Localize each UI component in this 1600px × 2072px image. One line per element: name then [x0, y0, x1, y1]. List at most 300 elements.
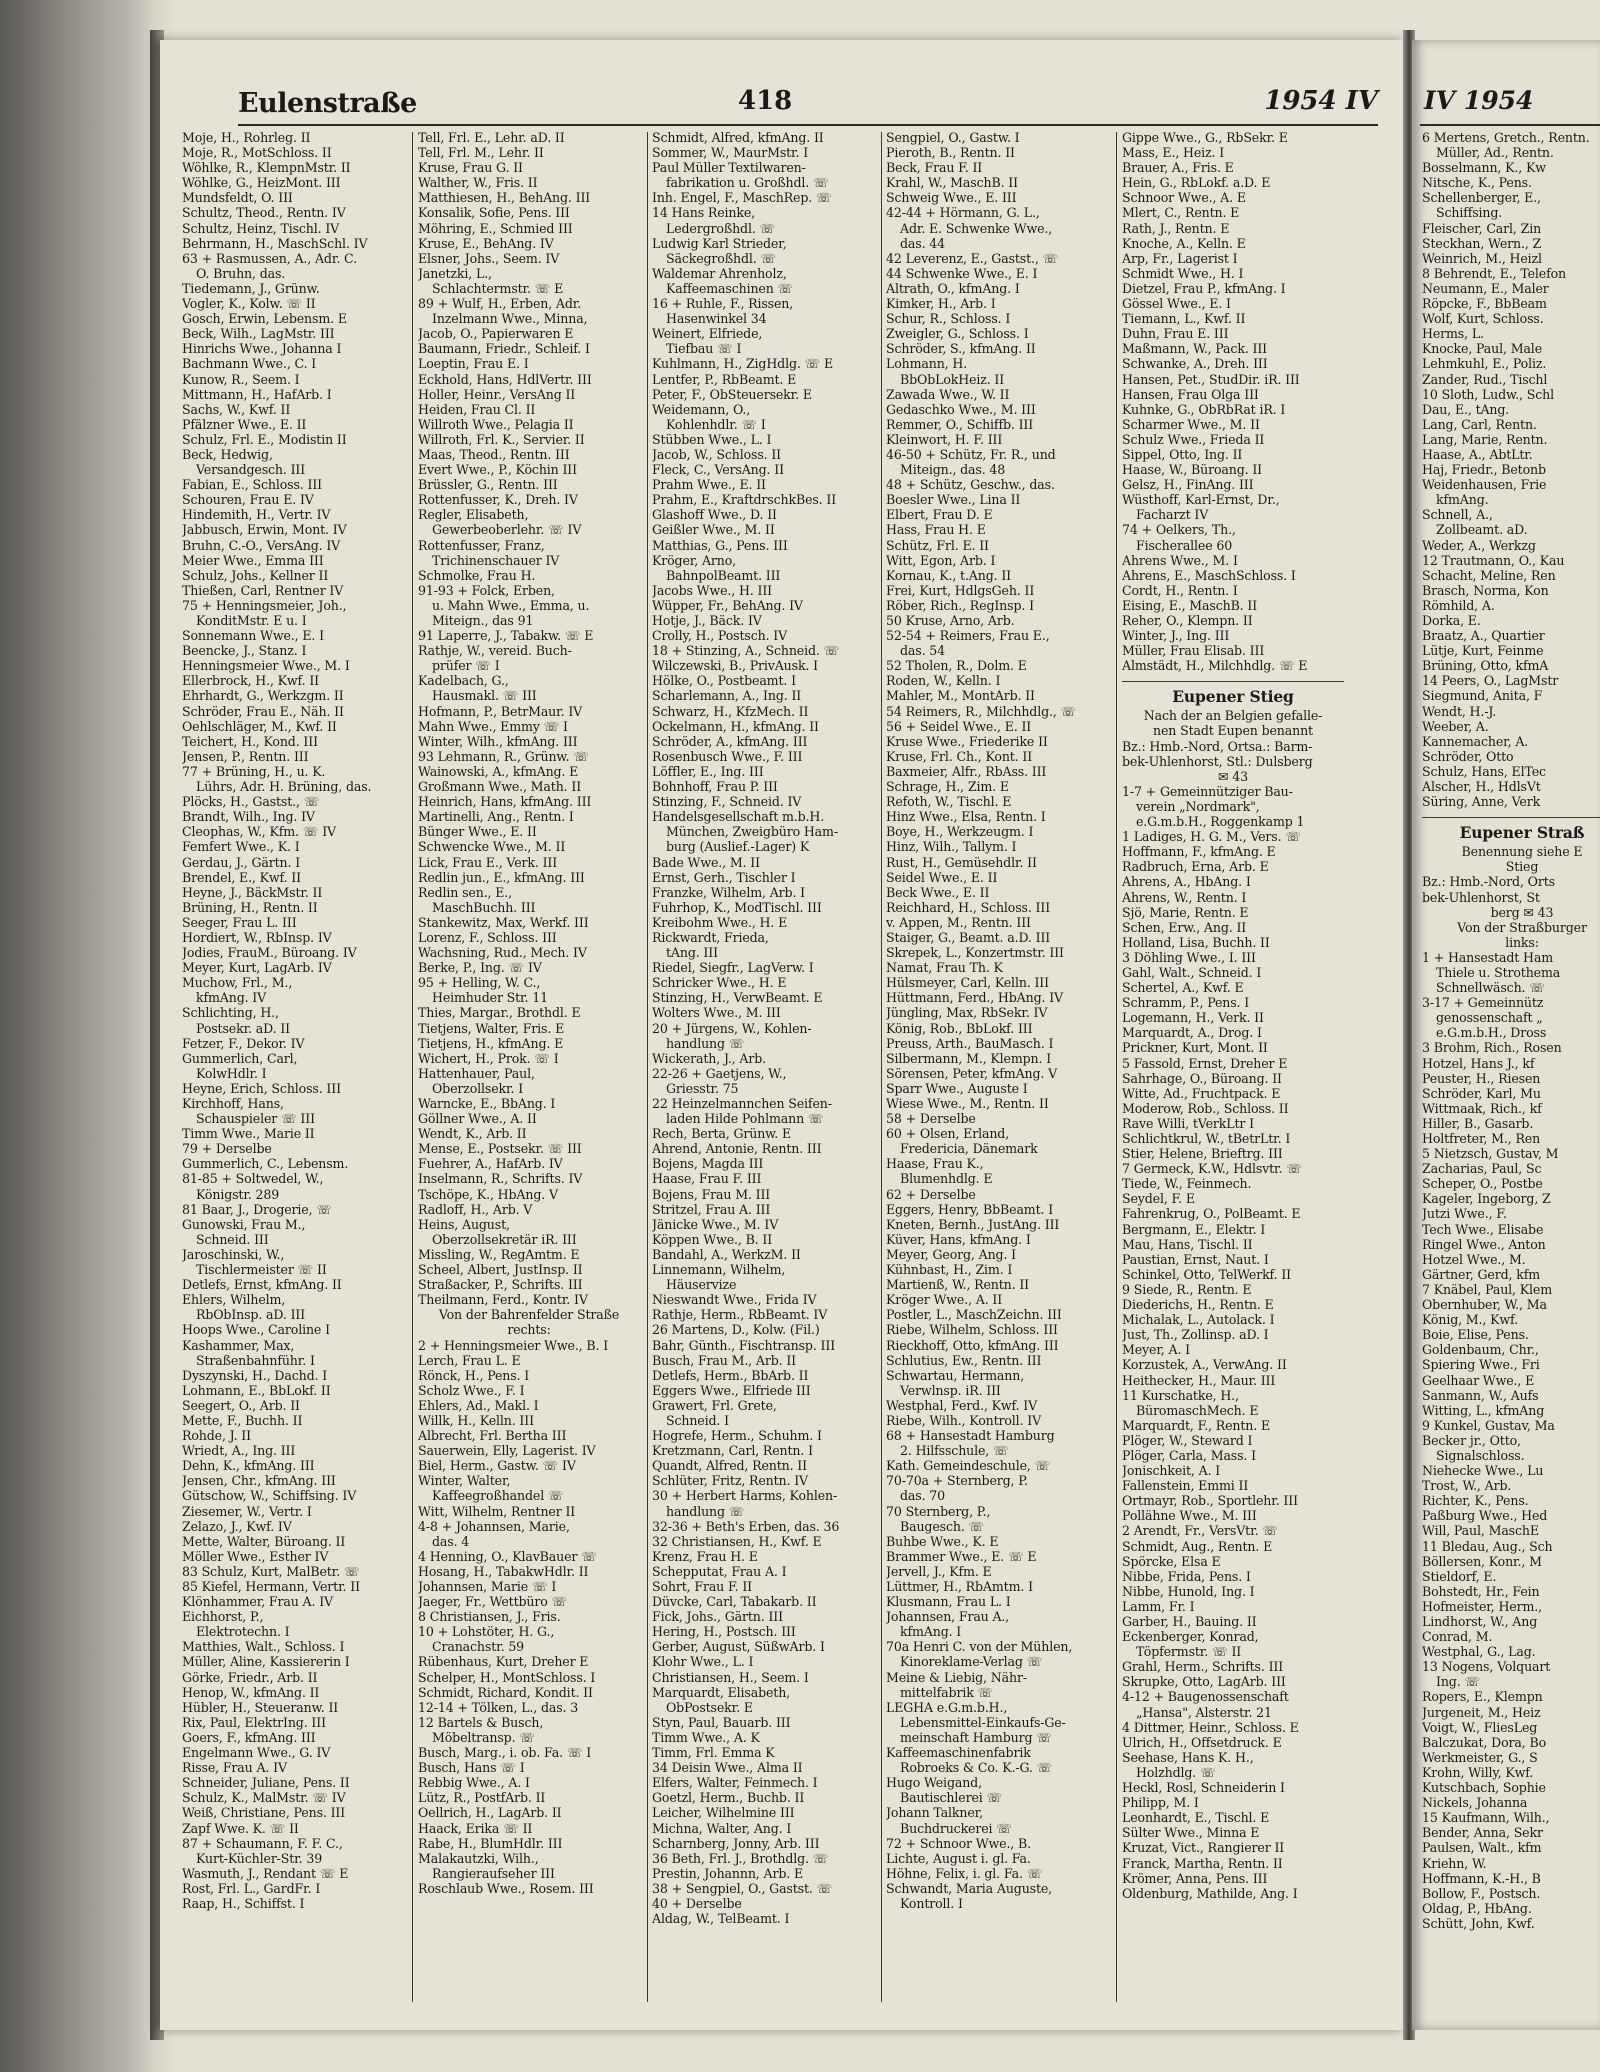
directory-entry: Stinzing, F., Schneid. IV [652, 794, 802, 810]
directory-entry: Busch, Hans ☏ I [418, 1760, 525, 1776]
directory-entry: Beck Wwe., E. II [886, 884, 990, 900]
directory-entry: Ringel Wwe., Anton [1422, 1236, 1546, 1252]
directory-entry: Loeptin, Frau E. I [418, 356, 529, 372]
directory-entry: Tietjens, Walter, Fris. E [418, 1020, 565, 1036]
directory-entry-continuation: Rangieraufseher III [432, 1865, 555, 1881]
directory-entry: 93 Lehmann, R., Grünw. ☏ [418, 748, 589, 764]
directory-entry: Bruhn, C.-O., VersAng. IV [182, 537, 341, 553]
directory-entry-continuation: Schnellwäsch. ☏ [1436, 980, 1545, 996]
directory-entry: Lütz, R., PostfArb. II [418, 1790, 546, 1806]
directory-entry: Nibbe, Hunold, Ing. I [1122, 1583, 1255, 1599]
directory-entry: Paustian, Ernst, Naut. I [1122, 1251, 1269, 1267]
directory-entry: Warncke, E., BbAng. I [418, 1096, 556, 1111]
directory-entry: Hotzel, Hans J., kf [1422, 1055, 1535, 1071]
directory-entry-continuation: Versandgesch. III [196, 462, 306, 478]
directory-entry: Schütz, Frl. E. II [886, 537, 989, 553]
directory-entry: Zelazo, J., Kwf. IV [182, 1518, 292, 1534]
directory-entry: Gummerlich, Carl, [182, 1050, 298, 1066]
directory-entry: Scheel, Albert, JustInsp. II [418, 1262, 583, 1278]
directory-entry: 14 Peers, O., LagMstr [1422, 673, 1559, 689]
directory-entry: Schmidt, Aug., Rentn. E [1122, 1538, 1273, 1554]
directory-entry-continuation: handlung ☏ [666, 1503, 745, 1519]
street-note: Nach der an Belgien gefalle- [1143, 708, 1323, 724]
directory-entry-continuation: 2. Hilfsschule, ☏ [900, 1443, 1009, 1459]
directory-entry: Michna, Walter, Ang. I [652, 1820, 792, 1836]
directory-entry: Hoops Wwe., Caroline I [182, 1322, 330, 1338]
directory-entry: Löffler, E., Ing. III [652, 763, 764, 779]
directory-entry: Redlin jun., E., kfmAng. III [418, 869, 585, 885]
directory-entry: Garber, H., Bauing. II [1122, 1614, 1257, 1629]
directory-entry: Vogler, K., Kolw. ☏ II [182, 296, 316, 312]
directory-entry-continuation: das. 44 [900, 235, 946, 251]
directory-entry-continuation: Schneid. I [666, 1412, 729, 1428]
directory-entry: Böllersen, Konr., M [1422, 1553, 1542, 1569]
directory-entry-continuation: Schauspieler ☏ III [196, 1111, 315, 1127]
directory-entry: Brüning, Otto, kfmA [1422, 658, 1549, 674]
directory-entry: Winter, Wilh., kfmAng. III [418, 733, 578, 749]
directory-entry-continuation: Trichinenschauer IV [432, 552, 560, 568]
directory-entry: Zapf Wwe. K. ☏ II [182, 1820, 299, 1836]
directory-entry: Brauer, A., Fris. E [1122, 160, 1234, 176]
column-divider [881, 132, 882, 2002]
directory-entry: Tell, Frl. E., Lehr. aD. II [418, 130, 565, 145]
directory-entry: 12 Bartels & Busch, [418, 1714, 544, 1730]
directory-entry: Schlichting, H., [182, 1005, 279, 1021]
directory-entry-continuation: Hausmakl. ☏ III [432, 688, 537, 704]
directory-entry: Haase, W., Büroang. II [1122, 462, 1262, 478]
directory-entry: 9 Kunkel, Gustav, Ma [1422, 1417, 1555, 1433]
directory-entry-continuation: Lebensmittel-Einkaufs-Ge- [900, 1714, 1066, 1730]
directory-entry: Martienß, W., Rentn. II [886, 1277, 1029, 1293]
directory-entry: Brüssler, G., Rentn. III [418, 477, 558, 493]
directory-entry-continuation: Oberzollsekretär iR. III [432, 1231, 577, 1247]
directory-entry: Gippe Wwe., G., RbSekr. E [1122, 130, 1288, 145]
directory-entry: Schwandt, Maria Auguste, [886, 1880, 1053, 1896]
directory-entry: Niehecke Wwe., Lu [1422, 1463, 1544, 1479]
directory-entry: Gedaschko Wwe., M. III [886, 401, 1036, 417]
directory-entry: Bz.: Hmb.-Nord, Orts [1422, 874, 1555, 890]
directory-entry-continuation: Müller, Ad., Rentn. [1436, 145, 1554, 161]
directory-entry: Rönck, H., Pens. I [418, 1367, 530, 1383]
directory-entry: 9 Siede, R., Rentn. E [1122, 1281, 1252, 1297]
directory-entry: 81 Baar, J., Drogerie, ☏ [182, 1201, 332, 1217]
directory-entry: Redlin sen., E., [418, 884, 513, 900]
directory-entry: Theilmann, Ferd., Kontr. IV [418, 1292, 588, 1308]
directory-entry: Prickner, Kurt, Mont. II [1122, 1040, 1268, 1056]
directory-entry: Bohnhoff, Frau P. III [652, 779, 778, 795]
directory-entry: 89 + Wulf, H., Erben, Adr. [418, 296, 582, 312]
directory-entry: Heithecker, H., Maur. III [1122, 1372, 1276, 1388]
directory-entry: 22 Heinzelmannchen Seifen- [652, 1096, 832, 1111]
directory-entry: Linnemann, Wilhelm, [652, 1262, 786, 1278]
directory-entry-continuation: Inzelmann Wwe., Minna, [432, 311, 588, 327]
directory-entry: Rottenfusser, Franz, [418, 537, 545, 553]
directory-entry: 74 + Oelkers, Th., [1122, 522, 1236, 538]
directory-entry: Heyne, Erich, Schloss. III [182, 1080, 341, 1096]
directory-entry: Hass, Frau H. E [886, 522, 986, 538]
directory-entry: Kuhlmann, H., ZigHdlg. ☏ E [652, 356, 834, 372]
directory-entry: Nieswandt Wwe., Frida IV [652, 1292, 817, 1308]
directory-entry: 4 Dittmer, Heinr., Schloss. E [1122, 1719, 1299, 1735]
directory-entry: Plöger, W., Steward I [1122, 1432, 1253, 1448]
directory-entry: Wichert, H., Prok. ☏ I [418, 1050, 559, 1066]
directory-entry: Goers, F., kfmAng. III [182, 1729, 316, 1745]
directory-entry: Braatz, A., Quartier [1422, 628, 1545, 644]
directory-entry: Krömer, Anna, Pens. III [1122, 1870, 1268, 1886]
directory-entry: Kruse, Frau G. II [418, 160, 523, 176]
directory-entry: Plöcks, H., Gastst., ☏ [182, 794, 320, 810]
directory-entry: Krenz, Frau H. E [652, 1548, 758, 1564]
directory-entry-continuation: Miteign., das 91 [432, 613, 534, 628]
directory-entry-continuation: Cranachstr. 59 [432, 1639, 525, 1655]
directory-entry: Kreibohm Wwe., H. E [652, 914, 788, 930]
directory-entry: Gosch, Erwin, Lebensm. E [182, 311, 347, 327]
directory-entry: Bojens, Frau M. III [652, 1186, 771, 1202]
directory-entry: Kath. Gemeindeschule, ☏ [886, 1458, 1051, 1474]
directory-entry: 95 + Helling, W. C., [418, 975, 541, 991]
directory-entry: Tschöpe, K., HbAng. V [418, 1186, 558, 1202]
directory-entry: Rix, Paul, ElektrIng. III [182, 1714, 326, 1730]
directory-entry: Dau, E., tAng. [1422, 401, 1510, 417]
directory-entry: Johann Talkner, [886, 1805, 984, 1821]
directory-entry-continuation: fabrikation u. Großhdl. ☏ [666, 175, 829, 191]
directory-entry: Maas, Theod., Rentn. III [418, 446, 570, 462]
directory-entry: 15 Kaufmann, Wilh., [1422, 1810, 1550, 1826]
directory-entry: Styn, Paul, Bauarb. III [652, 1714, 791, 1730]
directory-entry: 1-7 + Gemeinnütziger Bau- [1122, 783, 1293, 799]
directory-entry: Eckhold, Hans, HdlVertr. III [418, 371, 592, 387]
column-divider [412, 132, 413, 2002]
directory-entry-continuation: mittelfabrik ☏ [900, 1684, 994, 1700]
directory-entry: Krahl, W., MaschB. II [886, 175, 1018, 191]
directory-entry-continuation: Königstr. 289 [196, 1186, 280, 1202]
directory-entry: Goetzl, Herm., Buchb. II [652, 1790, 805, 1806]
directory-entry: Mette, Walter, Büroang. II [182, 1533, 346, 1549]
directory-entry: Pieroth, B., Rentn. II [886, 145, 1015, 161]
directory-entry: Brammer Wwe., E. ☏ E [886, 1548, 1037, 1564]
street-heading: Eupener Straß [1422, 817, 1600, 844]
directory-entry: Sachs, W., Kwf. II [182, 401, 291, 417]
directory-entry: Marquardt, A., Drog. I [1122, 1025, 1262, 1041]
directory-entry: 20 + Jürgens, W., Kohlen- [652, 1020, 812, 1036]
directory-entry: Jonischkeit, A. I [1122, 1463, 1221, 1479]
directory-entry-continuation: kfmAng. I [900, 1624, 962, 1640]
directory-entry-continuation: Griesstr. 75 [666, 1080, 739, 1096]
directory-entry: Peter, F., ObSteuersekr. E [652, 386, 812, 402]
directory-entry-continuation: MaschBuchh. III [432, 899, 536, 915]
directory-entry: Hansen, Frau Olga III [1122, 386, 1259, 402]
directory-entry: Behrmann, H., MaschSchl. IV [182, 235, 368, 251]
directory-entry: 46-50 + Schütz, Fr. R., und [886, 446, 1056, 462]
directory-entry-continuation: Verwlnsp. iR. III [900, 1382, 1001, 1398]
directory-entry: 7 Germeck, K.W., Hdlsvtr. ☏ [1122, 1161, 1302, 1177]
directory-entry: Lang, Marie, Rentn. [1422, 431, 1548, 447]
directory-entry: Wiese Wwe., M., Rentn. II [886, 1096, 1049, 1111]
directory-entry: Fleck, C., VersAng. II [652, 462, 784, 478]
directory-entry: Lichte, August i. gl. Fa. [886, 1850, 1031, 1866]
directory-entry: Rabe, H., BlumHdlr. III [418, 1835, 563, 1851]
directory-entry: Lamm, Fr. I [1122, 1598, 1195, 1614]
directory-entry: Timm, Frl. Emma K [652, 1745, 775, 1761]
directory-entry-continuation: Kaffeemaschinen ☏ [666, 280, 794, 296]
directory-entry-continuation: ObPostsekr. E [666, 1699, 753, 1715]
next-page-column [1422, 130, 1600, 2010]
directory-entry: Obernhuber, W., Ma [1422, 1297, 1547, 1313]
directory-entry: 68 + Hansestadt Hamburg [886, 1428, 1055, 1444]
directory-entry: Mundsfeldt, O. III [182, 190, 293, 206]
directory-entry: 42 Leverenz, E., Gastst., ☏ [886, 250, 1059, 266]
directory-entry: Schellenberger, E., [1422, 190, 1541, 206]
directory-entry: Preuss, Arth., BauMasch. I [886, 1035, 1054, 1051]
directory-entry: Winter, J., Ing. III [1122, 628, 1230, 644]
directory-entry-continuation: Adr. E. Schwenke Wwe., [900, 220, 1053, 236]
street-note: Benennung siehe E [1461, 844, 1583, 860]
directory-entry: Schlichtkrul, W., tBetrLtr. I [1122, 1131, 1291, 1146]
directory-entry-continuation: Heimhuder Str. 11 [432, 990, 548, 1006]
directory-entry: 5 Fassold, Ernst, Dreher E [1122, 1055, 1288, 1071]
directory-entry: Hindemith, H., Vertr. IV [182, 507, 331, 523]
directory-entry: Mahn Wwe., Emmy ☏ I [418, 718, 568, 734]
directory-entry: Reichhard, H., Schloss. III [886, 899, 1051, 915]
directory-entry: Stinzing, H., VerwBeamt. E [652, 990, 823, 1006]
directory-entry: 50 Kruse, Arno, Arb. [886, 613, 1015, 628]
directory-entry: Refoth, W., Tischl. E [886, 794, 1012, 810]
directory-entry: Timm Wwe., Marie II [182, 1126, 315, 1142]
directory-entry: Elfers, Walter, Feinmech. I [652, 1775, 818, 1791]
directory-entry: Geißler Wwe., M. II [652, 522, 775, 538]
directory-entry: Kröger, Arno, [652, 552, 737, 568]
directory-entry: Sparr Wwe., Auguste I [886, 1080, 1028, 1096]
directory-entry: Peuster, H., Riesen [1422, 1070, 1541, 1086]
directory-entry: 7 Knäbel, Paul, Klem [1422, 1281, 1552, 1297]
directory-entry: Gelsz, H., FinAng. III [1122, 477, 1254, 493]
directory-entry: Bachmann Wwe., C. I [182, 356, 317, 372]
directory-entry: Spörcke, Elsa E [1122, 1553, 1221, 1569]
directory-entry: Wolters Wwe., M. III [652, 1005, 781, 1021]
directory-entry: Cordt, H., Rentn. I [1122, 582, 1238, 598]
directory-entry: Albrecht, Frl. Bertha III [418, 1428, 567, 1444]
directory-entry: Schlüter, Fritz, Rentn. IV [652, 1473, 808, 1489]
directory-entry: Scharlemann, A., Ing. II [652, 688, 802, 704]
directory-entry: 11 Bledau, Aug., Sch [1422, 1538, 1553, 1554]
directory-entry: Gerdau, J., Gärtn. I [182, 854, 301, 870]
directory-entry: Herms, L. [1422, 326, 1484, 342]
directory-entry: Haase, Frau K., [886, 1156, 984, 1172]
directory-entry-continuation: das. 54 [900, 643, 946, 659]
directory-entry-continuation: Ing. ☏ [1436, 1674, 1481, 1690]
directory-entry: Prahm Wwe., E. II [652, 477, 766, 493]
directory-entry: Inh. Engel, F., MaschRep. ☏ [652, 190, 832, 206]
street-header: Eulenstraße [238, 88, 417, 119]
directory-entry: Scheper, O., Postbe [1422, 1176, 1543, 1192]
directory-entry: Fetzer, F., Dekor. IV [182, 1035, 305, 1051]
directory-entry: Fabian, E., Schloss. III [182, 477, 322, 493]
directory-entry: Risse, Frau A. IV [182, 1760, 287, 1776]
directory-entry: Hülsmeyer, Carl, Kelln. III [886, 975, 1049, 991]
directory-entry: Stankewitz, Max, Werkf. III [418, 914, 589, 930]
directory-entry-continuation: Elektrotechn. I [196, 1624, 290, 1640]
directory-entry: Sjö, Marie, Rentn. E [1122, 904, 1249, 920]
directory-entry: Fallenstein, Emmi II [1122, 1478, 1249, 1494]
directory-entry: Schulz, Johs., Kellner II [182, 567, 329, 583]
directory-entry: Weidemann, O., [652, 401, 751, 417]
street-note: links: [1505, 934, 1539, 950]
directory-entry: Sippel, Otto, Ing. II [1122, 446, 1243, 462]
directory-entry: Fahrenkrug, O., PolBeamt. E [1122, 1206, 1301, 1222]
directory-entry: Cleophas, W., Kfm. ☏ IV [182, 824, 336, 840]
directory-entry: Eggers Wwe., Elfriede III [652, 1382, 811, 1398]
directory-entry-continuation: Gewerbeoberlehr. ☏ IV [432, 522, 582, 538]
directory-entry: Hinz, Wilh., Tallym. I [886, 839, 1017, 855]
directory-entry: Detlefs, Ernst, kfmAng. II [182, 1277, 342, 1293]
directory-entry-continuation: Holzhdlg. ☏ [1136, 1764, 1216, 1780]
directory-entry-continuation: Kaffeegroßhandel ☏ [432, 1488, 564, 1504]
directory-entry-continuation: Schneid. III [196, 1231, 269, 1247]
directory-entry: Skrupke, Otto, LagArb. III [1122, 1674, 1286, 1690]
directory-entry: Holland, Lisa, Buchh. II [1122, 934, 1270, 950]
directory-entry: Klönhammer, Frau A. IV [182, 1594, 333, 1610]
directory-entry: Meyer, Kurt, LagArb. IV [182, 960, 332, 976]
directory-entry: Hoffmann, K.-H., B [1422, 1870, 1541, 1886]
directory-entry-continuation: Hasenwinkel 34 [666, 311, 767, 327]
directory-entry: Heinrich, Hans, kfmAng. III [418, 794, 592, 810]
directory-entry: Sengpiel, O., Gastw. I [886, 130, 1020, 145]
directory-entry: Hölke, O., Postbeamt. I [652, 673, 796, 689]
directory-entry: Jodies, FrauM., Büroang. IV [182, 945, 357, 961]
directory-entry: Tiemann, L., Kwf. II [1122, 311, 1246, 327]
directory-entry: Hosang, H., TabakwHdlr. II [418, 1563, 589, 1579]
directory-entry-continuation: Kontroll. I [900, 1895, 963, 1911]
directory-entry: Evert Wwe., P., Köchin III [418, 462, 577, 478]
directory-entry: Schröder, S., kfmAng. II [886, 341, 1036, 357]
directory-entry: Hordiert, W., RbInsp. IV [182, 929, 332, 945]
directory-entry: Mau, Hans, Tischl. II [1122, 1236, 1253, 1252]
directory-entry: Stritzel, Frau A. III [652, 1201, 771, 1217]
directory-entry: 52-54 + Reimers, Frau E., [886, 628, 1050, 644]
directory-entry: Rieckhoff, Otto, kfmAng. III [886, 1337, 1059, 1353]
directory-entry: Süring, Anne, Verk [1422, 794, 1541, 810]
directory-entry: Paßburg Wwe., Hed [1422, 1508, 1548, 1524]
directory-entry: Matthies, Walt., Schloss. I [182, 1639, 345, 1655]
directory-entry: Wolf, Kurt, Schloss. [1422, 311, 1544, 327]
directory-entry: 10 Sloth, Ludw., Schl [1422, 386, 1554, 402]
directory-entry: Wendt, K., Arb. II [418, 1126, 527, 1142]
directory-entry: Bosselmann, K., Kw [1422, 160, 1546, 176]
directory-entry: Thies, Margar., Brothdl. E [418, 1005, 581, 1021]
directory-entry: Radloff, H., Arb. V [418, 1201, 533, 1217]
directory-entry: Wasmuth, J., Rendant ☏ E [182, 1865, 349, 1881]
directory-entry: Holtfreter, M., Ren [1422, 1131, 1541, 1146]
directory-entry: Haase, Frau F. III [652, 1171, 762, 1187]
page-header [238, 80, 1378, 126]
directory-entry: Ellerbrock, H., Kwf. II [182, 673, 319, 689]
directory-entry: Scholz Wwe., F. I [418, 1382, 525, 1398]
directory-entry-continuation: Säckegroßhdl. ☏ [666, 250, 777, 266]
directory-entry-continuation: Robroeks & Co. K.-G. ☏ [900, 1760, 1053, 1776]
directory-entry: 77 + Brüning, H., u. K. [182, 763, 326, 779]
directory-entry: Lohmann, E., BbLokf. II [182, 1382, 331, 1398]
directory-entry: Ahrens Wwe., M. I [1122, 552, 1238, 568]
directory-entry: Ehlers, Ad., Makl. I [418, 1397, 539, 1413]
directory-entry: Fick, Johs., Gärtn. III [652, 1609, 783, 1625]
directory-entry: Berke, P., Ing. ☏ IV [418, 960, 542, 976]
directory-entry: Lüttmer, H., RbAmtm. I [886, 1579, 1033, 1594]
directory-entry: Rath, J., Rentn. E [1122, 220, 1230, 236]
directory-entry: Jensen, Chr., kfmAng. III [182, 1473, 336, 1489]
directory-entry: 2 + Henningsmeier Wwe., B. I [418, 1337, 609, 1353]
directory-entry: Stier, Helene, Brieftrg. III [1122, 1146, 1283, 1162]
directory-entry: 36 Beth, Frl. J., Brothdlg. ☏ [652, 1850, 829, 1866]
directory-entry: Grahl, Herm., Schrifts. III [1122, 1659, 1284, 1675]
directory-entry: Mahler, M., MontArb. II [886, 688, 1035, 704]
directory-column-5 [1122, 130, 1344, 2010]
directory-entry-continuation: Häuservize [666, 1277, 737, 1293]
directory-entry: 18 + Stinzing, A., Schneid. ☏ [652, 643, 840, 659]
directory-entry: Rosenbusch Wwe., F. III [652, 748, 803, 764]
directory-entry: Brasch, Norma, Kon [1422, 582, 1549, 598]
directory-entry: Jüngling, Max, RbSekr. IV [886, 1005, 1048, 1021]
directory-entry: Mass, E., Heiz. I [1122, 145, 1225, 161]
directory-entry: Weidenhausen, Frie [1422, 477, 1547, 493]
directory-entry: Riebe, Wilh., Kontroll. IV [886, 1412, 1042, 1428]
directory-entry: Schröder, Frau E., Näh. II [182, 703, 344, 719]
directory-entry: Kruse, E., BehAng. IV [418, 235, 554, 251]
directory-entry-continuation: das. 4 [432, 1533, 470, 1549]
directory-entry: Schramm, P., Pens. I [1122, 995, 1250, 1011]
directory-entry: LEGHA e.G.m.b.H., [886, 1699, 1008, 1715]
directory-entry: Wöhlke, G., HeizMont. III [182, 175, 341, 191]
directory-entry: Bahr, Günth., Fischtransp. III [652, 1337, 836, 1353]
directory-entry: Weinrich, M., Heizl [1422, 250, 1542, 266]
directory-entry: Just, Th., Zollinsp. aD. I [1122, 1327, 1269, 1343]
directory-entry: Westphal, Ferd., Kwf. IV [886, 1397, 1038, 1413]
directory-entry: Rickwardt, Frieda, [652, 929, 769, 945]
directory-entry: 1 Ladiges, H. G. M., Vers. ☏ [1122, 829, 1301, 845]
directory-entry: Arp, Fr., Lagerist I [1122, 250, 1238, 266]
directory-entry: Wilczewski, B., PrivAusk. I [652, 658, 818, 674]
directory-entry: Heins, August, [418, 1216, 510, 1232]
directory-entry-continuation: Ledergroßhdl. ☏ [666, 220, 776, 236]
directory-entry: Witt, Egon, Arb. I [886, 552, 996, 568]
directory-entry: Wittmaak, Rich., kf [1422, 1100, 1542, 1116]
directory-entry: Remmer, O., Schiffb. III [886, 416, 1034, 432]
directory-entry: Eichhorst, P., [182, 1609, 264, 1625]
directory-entry: Kadelbach, G., [418, 673, 509, 689]
directory-entry: Tietjens, H., kfmAng. E [418, 1035, 564, 1051]
directory-entry: Ropers, E., Klempn [1422, 1689, 1543, 1705]
directory-entry: Detlefs, Herm., BbArb. II [652, 1367, 809, 1383]
directory-entry: Pfälzner Wwe., E. II [182, 416, 307, 432]
directory-entry: Hogrefe, Herm., Schuhm. I [652, 1428, 822, 1444]
directory-entry: Bandahl, A., WerkzM. II [652, 1246, 801, 1262]
directory-entry: Schneider, Juliane, Pens. II [182, 1775, 350, 1791]
directory-entry: Düvcke, Carl, Tabakarb. II [652, 1594, 817, 1610]
directory-entry: Hotje, J., Bäck. IV [652, 613, 762, 628]
directory-entry: 12 Trautmann, O., Kau [1422, 552, 1565, 568]
directory-entry: Witting, L., kfmAng [1422, 1402, 1545, 1418]
directory-entry-continuation: München, Zweigbüro Ham- [666, 824, 838, 840]
directory-entry: Rohde, J. II [182, 1428, 251, 1444]
directory-entry: Siegmund, Anita, F [1422, 688, 1543, 704]
directory-entry: Ahrend, Antonie, Rentn. III [652, 1141, 822, 1157]
directory-entry: Bohstedt, Hr., Fein [1422, 1583, 1540, 1599]
directory-entry: Gahl, Walt., Schneid. I [1122, 964, 1262, 980]
directory-entry: Moje, R., MotSchloss. II [182, 145, 332, 161]
street-note: ✉ 43 [1218, 768, 1248, 784]
directory-entry: Schultz, Theod., Rentn. IV [182, 205, 346, 221]
directory-entry: 4-8 + Johannsen, Marie, [418, 1518, 570, 1534]
directory-entry: 38 + Sengpiel, O., Gastst. ☏ [652, 1880, 833, 1896]
